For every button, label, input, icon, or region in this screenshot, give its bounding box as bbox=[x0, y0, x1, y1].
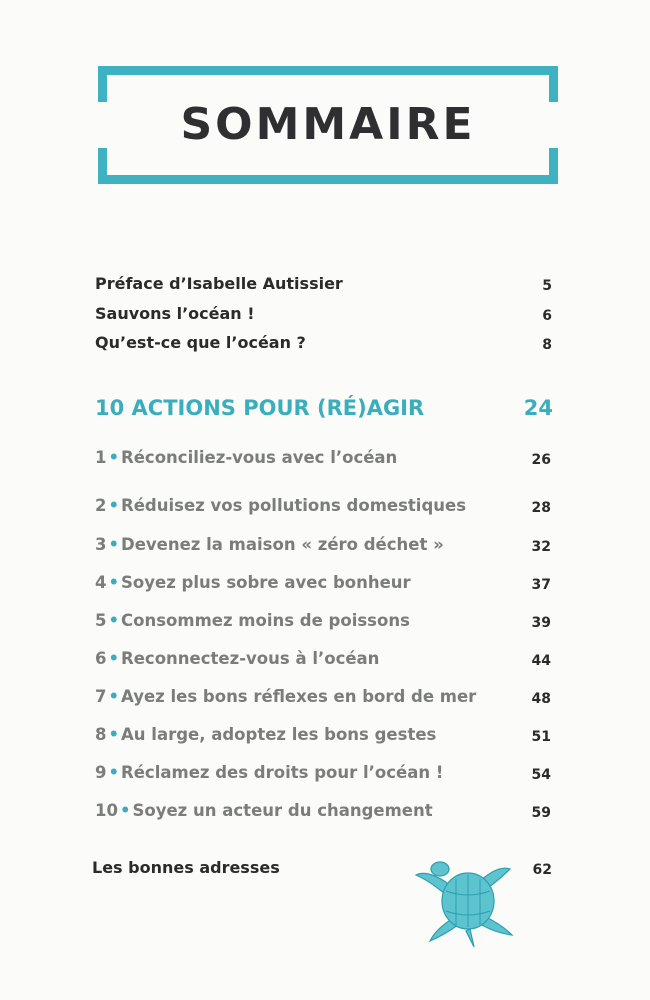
chapter-title: Devenez la maison « zéro déchet » bbox=[121, 535, 444, 554]
toc-entry-label: Qu’est-ce que l’océan ? bbox=[95, 333, 306, 352]
toc-chapter-2[interactable] bbox=[95, 493, 555, 519]
sea-turtle-icon bbox=[410, 855, 522, 951]
title-frame-bottom-bracket bbox=[98, 148, 558, 184]
chapter-title: Réduisez vos pollutions domestiques bbox=[121, 496, 467, 515]
chapter-number: 7 bbox=[95, 687, 107, 706]
toc-chapter-page: 54 bbox=[531, 767, 551, 783]
toc-entry-label: Les bonnes adresses bbox=[92, 858, 280, 877]
toc-chapter-label bbox=[95, 646, 379, 672]
bullet-dot-icon: • bbox=[108, 687, 120, 706]
toc-chapter-9[interactable] bbox=[95, 760, 555, 786]
toc-chapter-label bbox=[95, 684, 476, 710]
bullet-dot-icon: • bbox=[108, 725, 120, 744]
chapter-title: Réconciliez-vous avec l’océan bbox=[121, 448, 398, 467]
bullet-dot-icon: • bbox=[108, 763, 120, 782]
chapter-number: 3 bbox=[95, 535, 107, 554]
chapter-title: Reconnectez-vous à l’océan bbox=[121, 649, 380, 668]
toc-chapter-label bbox=[95, 532, 444, 558]
bullet-dot-icon: • bbox=[108, 448, 120, 467]
toc-chapter-6[interactable] bbox=[95, 646, 555, 672]
toc-entry-page: 62 bbox=[532, 862, 552, 878]
toc-chapter-page: 28 bbox=[531, 500, 551, 516]
toc-chapter-label bbox=[95, 570, 411, 596]
bullet-dot-icon: • bbox=[119, 801, 131, 820]
toc-chapter-page: 44 bbox=[531, 653, 551, 669]
toc-entry-page: 5 bbox=[542, 278, 552, 294]
section-heading-page: 24 bbox=[523, 396, 553, 420]
toc-chapter-3[interactable] bbox=[95, 532, 555, 558]
page-title: SOMMAIRE bbox=[180, 99, 476, 150]
bullet-dot-icon: • bbox=[108, 535, 120, 554]
toc-chapter-page: 37 bbox=[531, 577, 551, 593]
toc-chapter-page: 26 bbox=[531, 452, 551, 468]
toc-chapter-label bbox=[95, 722, 436, 748]
toc-chapter-5[interactable] bbox=[95, 608, 555, 634]
toc-chapter-label bbox=[95, 798, 433, 824]
chapter-number: 10 bbox=[95, 801, 118, 820]
chapter-number: 2 bbox=[95, 496, 107, 515]
section-heading-actions[interactable] bbox=[95, 393, 553, 423]
toc-chapter-page: 51 bbox=[531, 729, 551, 745]
chapter-number: 1 bbox=[95, 448, 107, 467]
toc-entry-quest-ce[interactable] bbox=[95, 330, 555, 356]
bullet-dot-icon: • bbox=[108, 573, 120, 592]
bullet-dot-icon: • bbox=[108, 649, 120, 668]
toc-chapter-10[interactable] bbox=[95, 798, 555, 824]
title-frame-top-bracket bbox=[98, 66, 558, 102]
toc-chapter-7[interactable] bbox=[95, 684, 555, 710]
chapter-title: Ayez les bons réflexes en bord de mer bbox=[121, 687, 477, 706]
chapter-number: 5 bbox=[95, 611, 107, 630]
chapter-number: 4 bbox=[95, 573, 107, 592]
toc-chapter-page: 48 bbox=[531, 691, 551, 707]
chapter-title: Au large, adoptez les bons gestes bbox=[121, 725, 437, 744]
chapter-number: 6 bbox=[95, 649, 107, 668]
chapter-title: Réclamez des droits pour l’océan ! bbox=[121, 763, 444, 782]
toc-entry-label: Sauvons l’océan ! bbox=[95, 304, 255, 323]
title-frame bbox=[98, 66, 558, 184]
chapter-number: 8 bbox=[95, 725, 107, 744]
chapter-number: 9 bbox=[95, 763, 107, 782]
toc-chapter-page: 59 bbox=[531, 805, 551, 821]
bullet-dot-icon: • bbox=[108, 496, 120, 515]
chapter-title: Soyez plus sobre avec bonheur bbox=[121, 573, 411, 592]
toc-chapter-label bbox=[95, 493, 466, 519]
toc-chapter-label bbox=[95, 760, 443, 786]
toc-entry-sauvons[interactable] bbox=[95, 301, 555, 327]
toc-chapter-8[interactable] bbox=[95, 722, 555, 748]
section-heading-label: 10 ACTIONS POUR (RÉ)AGIR bbox=[95, 396, 425, 420]
toc-chapter-label bbox=[95, 608, 410, 634]
toc-chapter-1[interactable] bbox=[95, 445, 555, 471]
toc-chapter-label bbox=[95, 445, 397, 471]
toc-entry-preface[interactable] bbox=[95, 271, 555, 297]
bullet-dot-icon: • bbox=[108, 611, 120, 630]
toc-chapter-4[interactable] bbox=[95, 570, 555, 596]
chapter-title: Soyez un acteur du changement bbox=[132, 801, 433, 820]
toc-entry-label: Préface d’Isabelle Autissier bbox=[95, 274, 343, 293]
toc-entry-page: 8 bbox=[542, 337, 552, 353]
toc-chapter-page: 39 bbox=[531, 615, 551, 631]
toc-chapter-page: 32 bbox=[531, 539, 551, 555]
chapter-title: Consommez moins de poissons bbox=[121, 611, 410, 630]
toc-entry-page: 6 bbox=[542, 308, 552, 324]
